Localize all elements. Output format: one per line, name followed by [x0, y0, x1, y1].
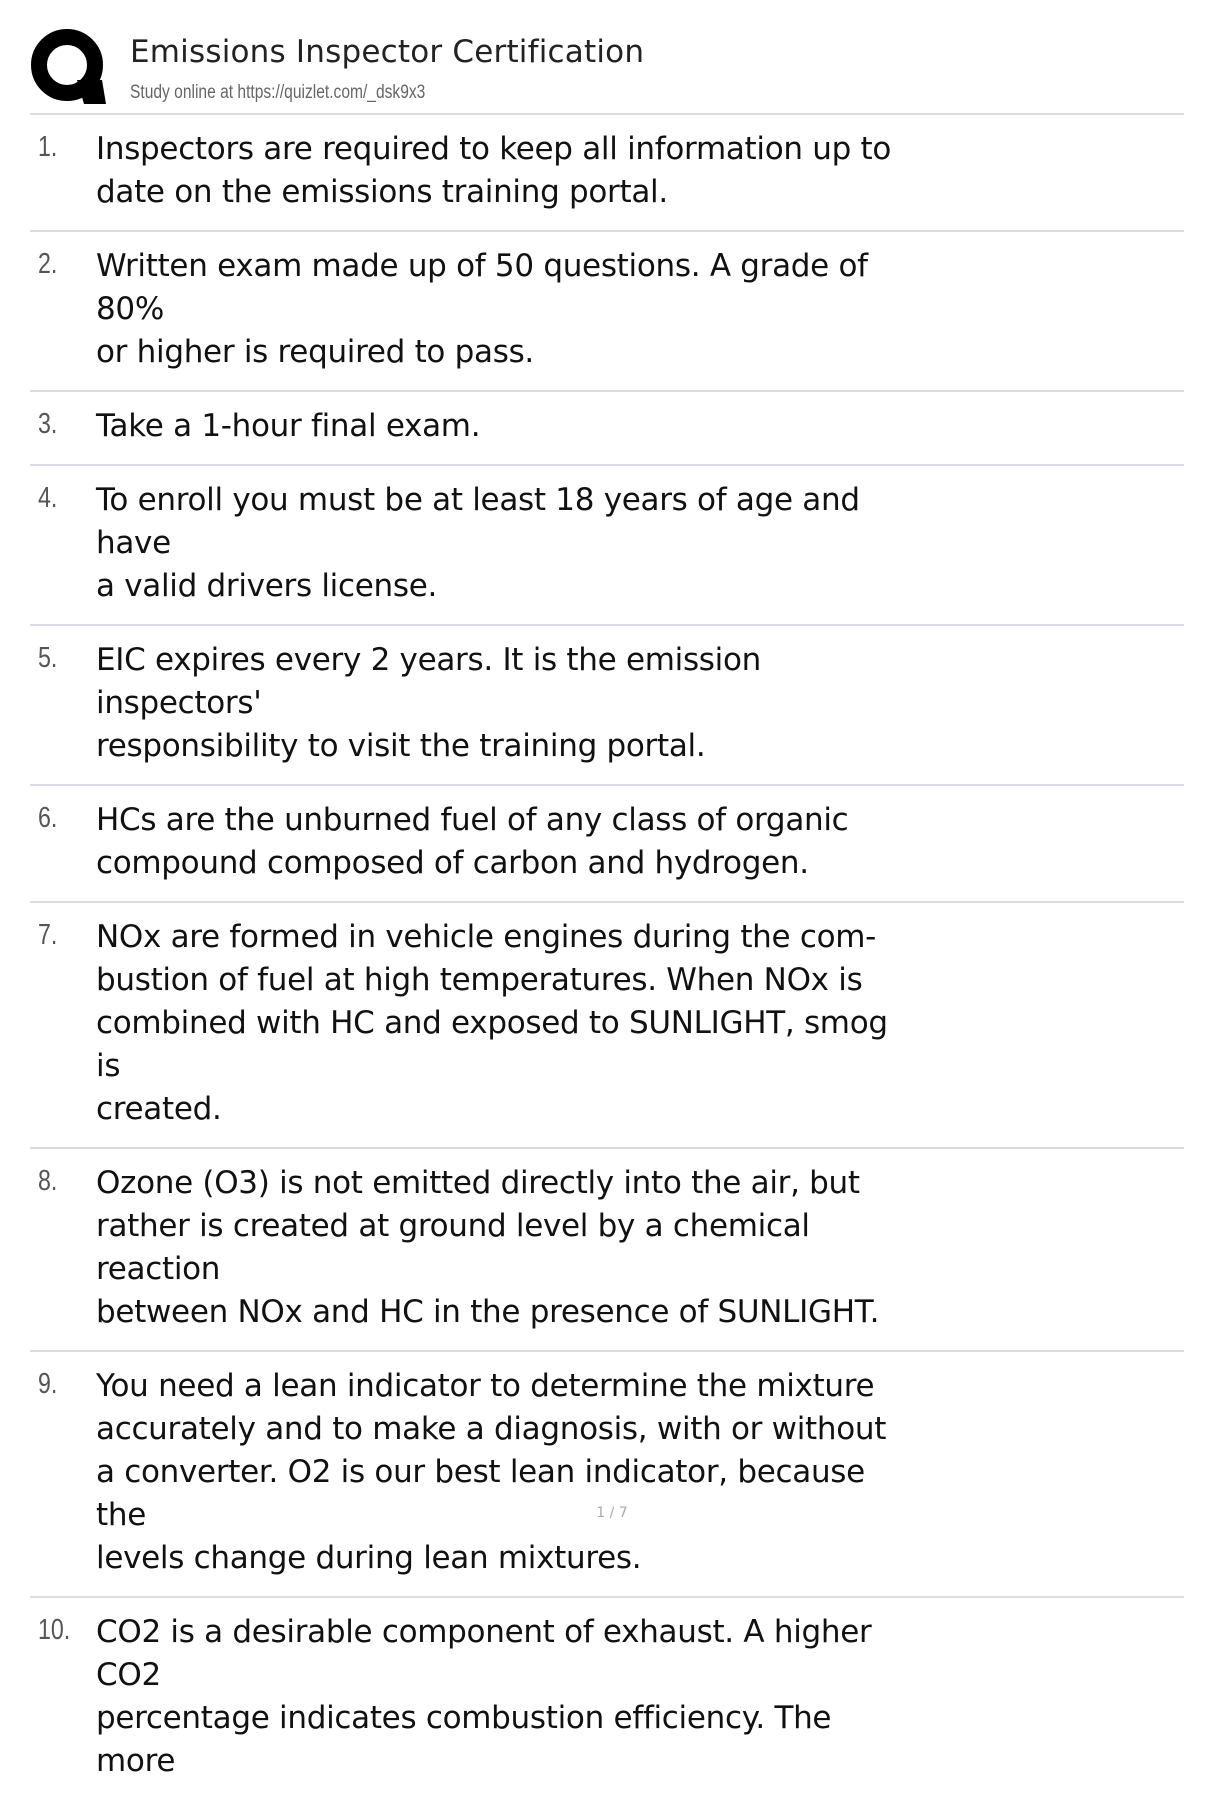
page-number: 1 / 7	[596, 1505, 628, 1521]
list-item	[30, 392, 1184, 466]
flashcard-list	[30, 115, 1184, 1799]
list-item	[30, 232, 1184, 392]
item-text: Inspectors are required to keep all information up to date on the emissions training portal.	[96, 131, 892, 210]
item-text: NOx are formed in vehicle engines during the com- bustion of fuel at high temperatures. When NOx is combined with HC and exposed to SUNLIGHT, smog is created.	[96, 919, 888, 1127]
list-item	[30, 903, 1184, 1149]
item-text: HCs are the unburned fuel of any class of organic compound composed of carbon and hydrogen.	[96, 802, 849, 881]
item-number: 1.	[38, 131, 58, 163]
page-title: Emissions Inspector Certification	[130, 34, 645, 70]
list-item	[30, 1598, 1184, 1799]
page-header	[30, 28, 1190, 112]
item-text: To enroll you must be at least 18 years of age and have a valid drivers license.	[96, 482, 860, 604]
item-text: EIC expires every 2 years. It is the emission inspectors' responsibility to visit the training portal.	[96, 642, 761, 764]
list-item	[30, 115, 1184, 232]
list-item	[30, 1149, 1184, 1352]
item-number: 2.	[38, 248, 58, 280]
item-text: You need a lean indicator to determine the mixture accurately and to make a diagnosis, with or without a converter. O2 is our best lean indicator, because the levels change during lean mixtures.	[96, 1368, 887, 1576]
quizlet-q-logo-icon	[30, 28, 110, 108]
study-link[interactable]: Study online at https://quizlet.com/_dsk9x3	[130, 82, 426, 103]
item-text: CO2 is a desirable component of exhaust. A higher CO2 percentage indicates combustion efficiency. The more	[96, 1614, 872, 1779]
item-text: Ozone (O3) is not emitted directly into the air, but rather is created at ground level by a chemical reaction between NOx and HC in the presence of SUNLIGHT.	[96, 1165, 880, 1330]
item-number: 8.	[38, 1165, 58, 1197]
item-number: 6.	[38, 802, 58, 834]
item-text: Written exam made up of 50 questions. A grade of 80% or higher is required to pass.	[96, 248, 868, 370]
item-number: 10.	[38, 1614, 71, 1646]
item-number: 3.	[38, 408, 58, 440]
item-number: 4.	[38, 482, 58, 514]
item-text: Take a 1-hour final exam.	[96, 408, 481, 444]
list-item	[30, 626, 1184, 786]
list-item	[30, 1352, 1184, 1598]
item-number: 7.	[38, 919, 58, 951]
list-item	[30, 466, 1184, 626]
item-number: 5.	[38, 642, 58, 674]
item-number: 9.	[38, 1368, 58, 1400]
list-item	[30, 786, 1184, 903]
